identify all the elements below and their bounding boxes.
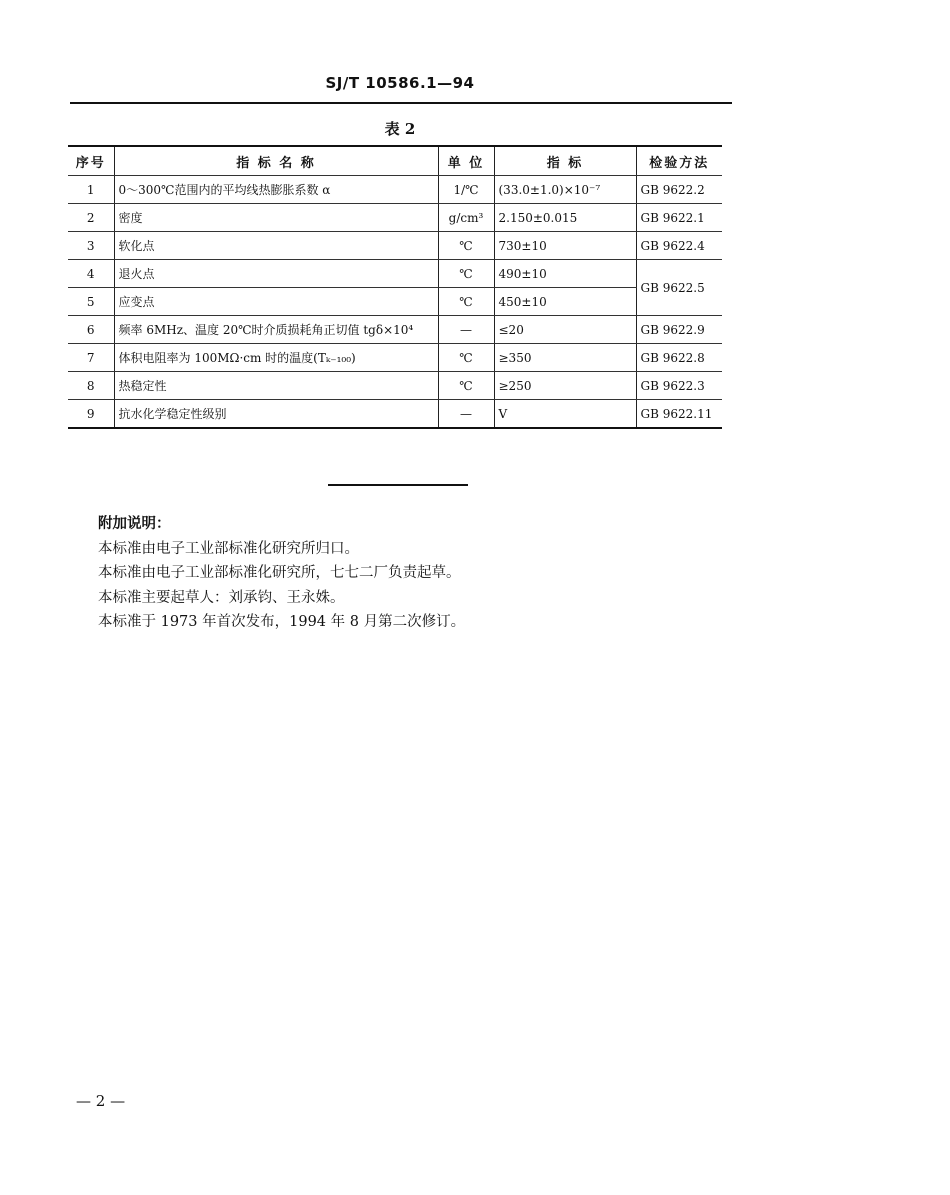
table-row <box>68 288 722 316</box>
row-unit: g/cm³ <box>438 204 494 232</box>
notes-line: 本标准主要起草人：刘承钧、王永姝。 <box>98 589 345 606</box>
row-no: 7 <box>68 344 114 372</box>
additional-notes <box>98 512 465 635</box>
table-row <box>68 260 722 288</box>
row-name: 密度 <box>114 204 438 232</box>
row-value: 730±10 <box>494 232 636 260</box>
row-unit: — <box>438 400 494 429</box>
row-value: 2.150±0.015 <box>494 204 636 232</box>
row-method: GB 9622.8 <box>636 344 722 372</box>
row-method: GB 9622.11 <box>636 400 722 429</box>
table-row <box>68 316 722 344</box>
notes-line: 本标准于 1973 年首次发布，1994 年 8 月第二次修订。 <box>98 614 466 630</box>
table-row <box>68 232 722 260</box>
row-method: GB 9622.1 <box>636 204 722 232</box>
row-name: 频率 6MHz、温度 20℃时介质损耗角正切值 tgδ×10⁴ <box>114 316 438 344</box>
row-method: GB 9622.4 <box>636 232 722 260</box>
row-method: GB 9622.9 <box>636 316 722 344</box>
row-no: 5 <box>68 288 114 316</box>
row-unit: ℃ <box>438 260 494 288</box>
row-unit: — <box>438 316 494 344</box>
row-unit: 1/℃ <box>438 176 494 204</box>
table-row <box>68 400 722 429</box>
row-name: 体积电阻率为 100MΩ·cm 时的温度(Tₖ₋₁₀₀) <box>114 344 438 372</box>
row-value: 490±10 <box>494 260 636 288</box>
row-no: 4 <box>68 260 114 288</box>
header-unit: 单 位 <box>438 146 494 176</box>
row-method: GB 9622.3 <box>636 372 722 400</box>
row-no: 3 <box>68 232 114 260</box>
header-no: 序号 <box>68 146 114 176</box>
row-unit: ℃ <box>438 232 494 260</box>
section-divider <box>328 484 468 486</box>
table-row <box>68 372 722 400</box>
row-no: 2 <box>68 204 114 232</box>
row-unit: ℃ <box>438 344 494 372</box>
row-no: 8 <box>68 372 114 400</box>
document-code: SJ/T 10586.1—94 <box>325 74 475 92</box>
row-name: 软化点 <box>114 232 438 260</box>
row-method-merged: GB 9622.5 <box>636 260 722 316</box>
header-rule <box>70 102 732 104</box>
row-no: 9 <box>68 400 114 429</box>
row-value: ≥350 <box>494 344 636 372</box>
row-no: 6 <box>68 316 114 344</box>
spec-table <box>68 145 722 429</box>
row-value: V <box>494 400 636 429</box>
row-value: (33.0±1.0)×10⁻⁷ <box>494 176 636 204</box>
row-value: ≤20 <box>494 316 636 344</box>
table-row <box>68 204 722 232</box>
row-method: GB 9622.2 <box>636 176 722 204</box>
row-name: 退火点 <box>114 260 438 288</box>
row-unit: ℃ <box>438 372 494 400</box>
row-name: 应变点 <box>114 288 438 316</box>
table-title: 表 2 <box>384 120 416 138</box>
row-name: 热稳定性 <box>114 372 438 400</box>
notes-line: 本标准由电子工业部标准化研究所，七七二厂负责起草。 <box>98 565 461 581</box>
row-name: 0～300℃范围内的平均线热膨胀系数 α <box>114 176 438 204</box>
header-name: 指 标 名 称 <box>114 146 438 176</box>
table-row <box>68 344 722 372</box>
row-unit: ℃ <box>438 288 494 316</box>
row-name: 抗水化学稳定性级别 <box>114 400 438 429</box>
notes-title: 附加说明： <box>98 515 171 532</box>
row-value: 450±10 <box>494 288 636 316</box>
header-method: 检验方法 <box>636 146 722 176</box>
row-value: ≥250 <box>494 372 636 400</box>
table-row <box>68 176 722 204</box>
header-value: 指 标 <box>494 146 636 176</box>
notes-line: 本标准由电子工业部标准化研究所归口。 <box>98 540 359 557</box>
table-header-row <box>68 146 722 176</box>
row-no: 1 <box>68 176 114 204</box>
page-number: — 2 — <box>76 1092 126 1110</box>
